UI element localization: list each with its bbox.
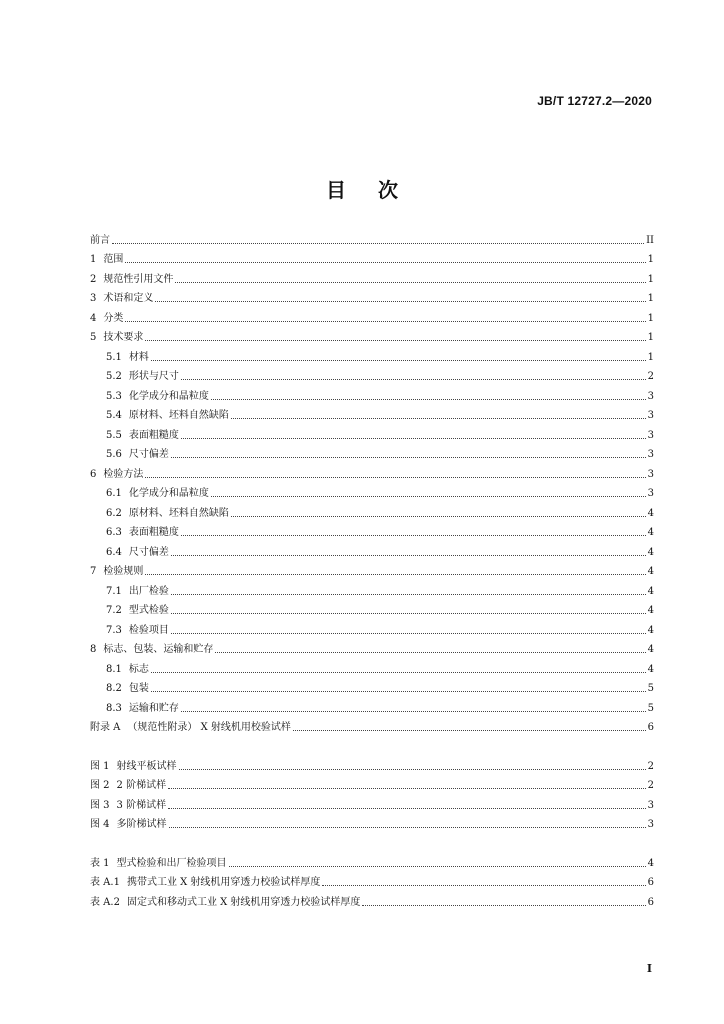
toc-entry[interactable] xyxy=(90,365,654,385)
toc-entry-number: 2 xyxy=(90,273,97,285)
toc-entry[interactable] xyxy=(90,579,654,599)
toc-entry-label: 射线平板试样 xyxy=(116,760,177,772)
dot-leader xyxy=(362,904,645,906)
toc-entry-number: 4 xyxy=(90,312,97,324)
toc-entry-label: 固定式和移动式工业 X 射线机用穿透力校验试样厚度 xyxy=(126,896,361,908)
dot-leader xyxy=(181,710,646,712)
toc-entry-page: 2 xyxy=(647,780,654,791)
toc-entry[interactable] xyxy=(90,638,654,658)
dot-leader xyxy=(293,729,646,731)
toc-entry-page: 4 xyxy=(647,663,654,675)
toc-entry-number: 5.1 xyxy=(106,351,122,363)
toc-entry-label: 术语和定义 xyxy=(103,293,154,304)
toc-entry-label: 形状与尺寸 xyxy=(128,371,179,382)
toc-entry[interactable] xyxy=(90,677,654,697)
toc-entry-page: 3 xyxy=(647,819,654,830)
dot-leader xyxy=(145,339,645,341)
dot-leader xyxy=(215,651,645,653)
toc-tables xyxy=(90,851,654,910)
toc-entry-page: 1 xyxy=(647,273,654,285)
toc-entry-number: 6.4 xyxy=(106,546,122,558)
toc-entry[interactable] xyxy=(90,716,654,736)
toc-entry[interactable] xyxy=(90,326,654,346)
toc-entry-page: 2 xyxy=(647,760,654,772)
toc-entry-number: 附录 A xyxy=(90,722,121,733)
toc-entry-number: 图 3 xyxy=(90,799,110,811)
toc-entry-page: 1 xyxy=(647,293,654,304)
toc-entry-page: 1 xyxy=(647,254,654,265)
toc-entry-number: 5.2 xyxy=(106,371,122,382)
toc-entry-page: 4 xyxy=(647,507,654,519)
table-of-contents xyxy=(90,228,654,910)
toc-entry-label: 多阶梯试样 xyxy=(116,819,167,830)
figure-entry[interactable] xyxy=(90,754,654,774)
dot-leader xyxy=(171,632,646,634)
dot-leader xyxy=(181,378,646,380)
toc-entry-number: 6 xyxy=(90,468,97,480)
toc-entry[interactable] xyxy=(90,501,654,521)
figure-entry[interactable] xyxy=(90,813,654,833)
dot-leader xyxy=(171,554,646,556)
dot-leader xyxy=(145,476,645,478)
dot-leader xyxy=(231,417,646,419)
toc-entry-number: 8.1 xyxy=(106,663,122,675)
toc-entry-number: 1 xyxy=(90,254,97,265)
toc-entry-number: 7.2 xyxy=(106,605,122,616)
figure-entry[interactable] xyxy=(90,793,654,813)
toc-entry[interactable] xyxy=(90,345,654,365)
toc-entry-page: 3 xyxy=(647,468,654,480)
toc-entry-page: 1 xyxy=(647,312,654,324)
dot-leader xyxy=(171,456,646,458)
toc-entry-label: 型式检验和出厂检验项目 xyxy=(116,857,227,869)
toc-entry[interactable] xyxy=(90,540,654,560)
dot-leader xyxy=(231,515,646,517)
dot-leader xyxy=(151,359,646,361)
dot-leader xyxy=(155,300,645,302)
toc-entry-label: 范围 xyxy=(103,254,124,265)
toc-entry-label: 检验规则 xyxy=(103,566,144,577)
standard-number: JB/T 12727.2—2020 xyxy=(537,94,652,108)
toc-entry-number: 6.2 xyxy=(106,507,122,519)
toc-entry[interactable] xyxy=(90,248,654,268)
dot-leader xyxy=(171,612,646,614)
toc-sections xyxy=(90,228,654,735)
toc-entry-page: 3 xyxy=(647,488,654,499)
toc-entry[interactable] xyxy=(90,462,654,482)
dot-leader xyxy=(112,242,644,244)
toc-entry-page: 3 xyxy=(647,449,654,460)
toc-entry[interactable] xyxy=(90,404,654,424)
toc-entry-number: 8 xyxy=(90,644,97,655)
toc-entry-number: 7.3 xyxy=(106,624,122,636)
toc-entry[interactable] xyxy=(90,696,654,716)
dot-leader xyxy=(168,807,646,809)
toc-entry-page: 1 xyxy=(647,351,654,363)
table-entry[interactable] xyxy=(90,851,654,871)
toc-figures xyxy=(90,754,654,832)
toc-entry-label: 检验项目 xyxy=(128,624,169,636)
toc-entry-page: 4 xyxy=(647,527,654,538)
dot-leader xyxy=(179,768,646,770)
toc-entry-label: 标志、包装、运输和贮存 xyxy=(103,644,214,655)
toc-entry-label: 出厂检验 xyxy=(128,585,169,597)
page-number: I xyxy=(646,962,652,975)
toc-entry-number: 6.1 xyxy=(106,488,122,499)
toc-entry[interactable] xyxy=(90,443,654,463)
toc-entry-page: 4 xyxy=(647,857,654,869)
dot-leader xyxy=(151,690,646,692)
toc-entry-page: 6 xyxy=(647,722,654,733)
toc-entry-number: 7.1 xyxy=(106,585,122,597)
toc-entry-label: 原材料、坯料自然缺陷 xyxy=(128,410,229,421)
toc-entry-label: 表面粗糙度 xyxy=(128,429,179,441)
toc-entry-number: 表 1 xyxy=(90,857,110,869)
toc-entry-label: 携带式工业 X 射线机用穿透力校验试样厚度 xyxy=(126,877,321,888)
toc-entry-label: 原材料、坯料自然缺陷 xyxy=(128,507,229,519)
toc-entry[interactable] xyxy=(90,228,654,248)
toc-entry-label: 包装 xyxy=(128,683,149,694)
table-entry[interactable] xyxy=(90,871,654,891)
dot-leader xyxy=(181,534,646,536)
toc-entry-number: 5 xyxy=(90,332,97,343)
toc-entry-page: 4 xyxy=(647,566,654,577)
toc-entry-number: 图 2 xyxy=(90,780,110,791)
toc-entry-label: 规范性引用文件 xyxy=(103,273,174,285)
toc-entry-label: 分类 xyxy=(103,312,124,324)
toc-entry-page: 5 xyxy=(647,683,654,694)
table-entry[interactable] xyxy=(90,890,654,910)
toc-entry-page: 3 xyxy=(647,390,654,402)
toc-gap xyxy=(90,832,654,851)
toc-entry-label: 2 阶梯试样 xyxy=(116,780,167,791)
toc-entry-page: 4 xyxy=(647,605,654,616)
toc-entry-label: （规范性附录） X 射线机用校验试样 xyxy=(127,722,291,733)
toc-entry-page: 2 xyxy=(647,371,654,382)
toc-entry-page: 3 xyxy=(647,410,654,421)
toc-entry-page: 3 xyxy=(647,799,654,811)
page-title: 目次 xyxy=(326,178,430,202)
dot-leader xyxy=(181,437,646,439)
toc-entry-number: 7 xyxy=(90,566,97,577)
toc-entry-number: 3 xyxy=(90,293,97,304)
toc-entry-label: 前言 xyxy=(90,234,110,246)
toc-entry-number: 8.2 xyxy=(106,683,122,694)
toc-entry[interactable] xyxy=(90,423,654,443)
dot-leader xyxy=(211,398,646,400)
toc-gap xyxy=(90,735,654,754)
toc-entry[interactable] xyxy=(90,384,654,404)
dot-leader xyxy=(125,320,645,322)
toc-entry[interactable] xyxy=(90,267,654,287)
toc-entry-label: 表面粗糙度 xyxy=(128,527,179,538)
toc-entry-label: 检验方法 xyxy=(103,468,144,480)
toc-entry-label: 3 阶梯试样 xyxy=(116,799,167,811)
toc-entry-page: 4 xyxy=(647,624,654,636)
toc-entry-page: II xyxy=(646,234,654,246)
toc-entry-number: 5.6 xyxy=(106,449,122,460)
dot-leader xyxy=(145,573,645,575)
dot-leader xyxy=(168,787,646,789)
dot-leader xyxy=(175,281,645,283)
toc-entry-number: 图 1 xyxy=(90,760,110,772)
toc-entry-number: 图 4 xyxy=(90,819,110,830)
toc-entry[interactable] xyxy=(90,618,654,638)
toc-entry[interactable] xyxy=(90,482,654,502)
toc-entry-page: 3 xyxy=(647,429,654,441)
toc-entry-label: 化学成分和晶粒度 xyxy=(128,390,209,402)
toc-entry-label: 型式检验 xyxy=(128,605,169,616)
toc-entry-page: 5 xyxy=(647,702,654,714)
figure-entry[interactable] xyxy=(90,774,654,794)
toc-entry-page: 4 xyxy=(647,644,654,655)
toc-entry-label: 尺寸偏差 xyxy=(128,546,169,558)
toc-entry-label: 材料 xyxy=(128,351,149,363)
toc-entry-label: 尺寸偏差 xyxy=(128,449,169,460)
toc-entry[interactable] xyxy=(90,657,654,677)
dot-leader xyxy=(229,865,646,867)
toc-entry-page: 4 xyxy=(647,585,654,597)
toc-entry-number: 5.3 xyxy=(106,390,122,402)
toc-entry-number: 6.3 xyxy=(106,527,122,538)
toc-entry-number: 8.3 xyxy=(106,702,122,714)
toc-entry-label: 运输和贮存 xyxy=(128,702,179,714)
dot-leader xyxy=(151,671,646,673)
toc-entry-label: 标志 xyxy=(128,663,149,675)
toc-entry-number: 表 A.2 xyxy=(90,896,120,908)
toc-entry-number: 5.5 xyxy=(106,429,122,441)
toc-entry-page: 1 xyxy=(647,332,654,343)
dot-leader xyxy=(211,495,646,497)
dot-leader xyxy=(125,261,645,263)
toc-entry-page: 6 xyxy=(647,877,654,888)
toc-entry-number: 5.4 xyxy=(106,410,122,421)
dot-leader xyxy=(322,884,645,886)
toc-entry-page: 4 xyxy=(647,546,654,558)
toc-entry[interactable] xyxy=(90,521,654,541)
toc-entry[interactable] xyxy=(90,599,654,619)
toc-entry[interactable] xyxy=(90,306,654,326)
dot-leader xyxy=(171,593,646,595)
toc-entry-label: 技术要求 xyxy=(103,332,144,343)
toc-entry-number: 表 A.1 xyxy=(90,877,120,888)
dot-leader xyxy=(169,826,646,828)
toc-entry-label: 化学成分和晶粒度 xyxy=(128,488,209,499)
toc-entry-page: 6 xyxy=(647,896,654,908)
toc-entry[interactable] xyxy=(90,560,654,580)
toc-entry[interactable] xyxy=(90,287,654,307)
